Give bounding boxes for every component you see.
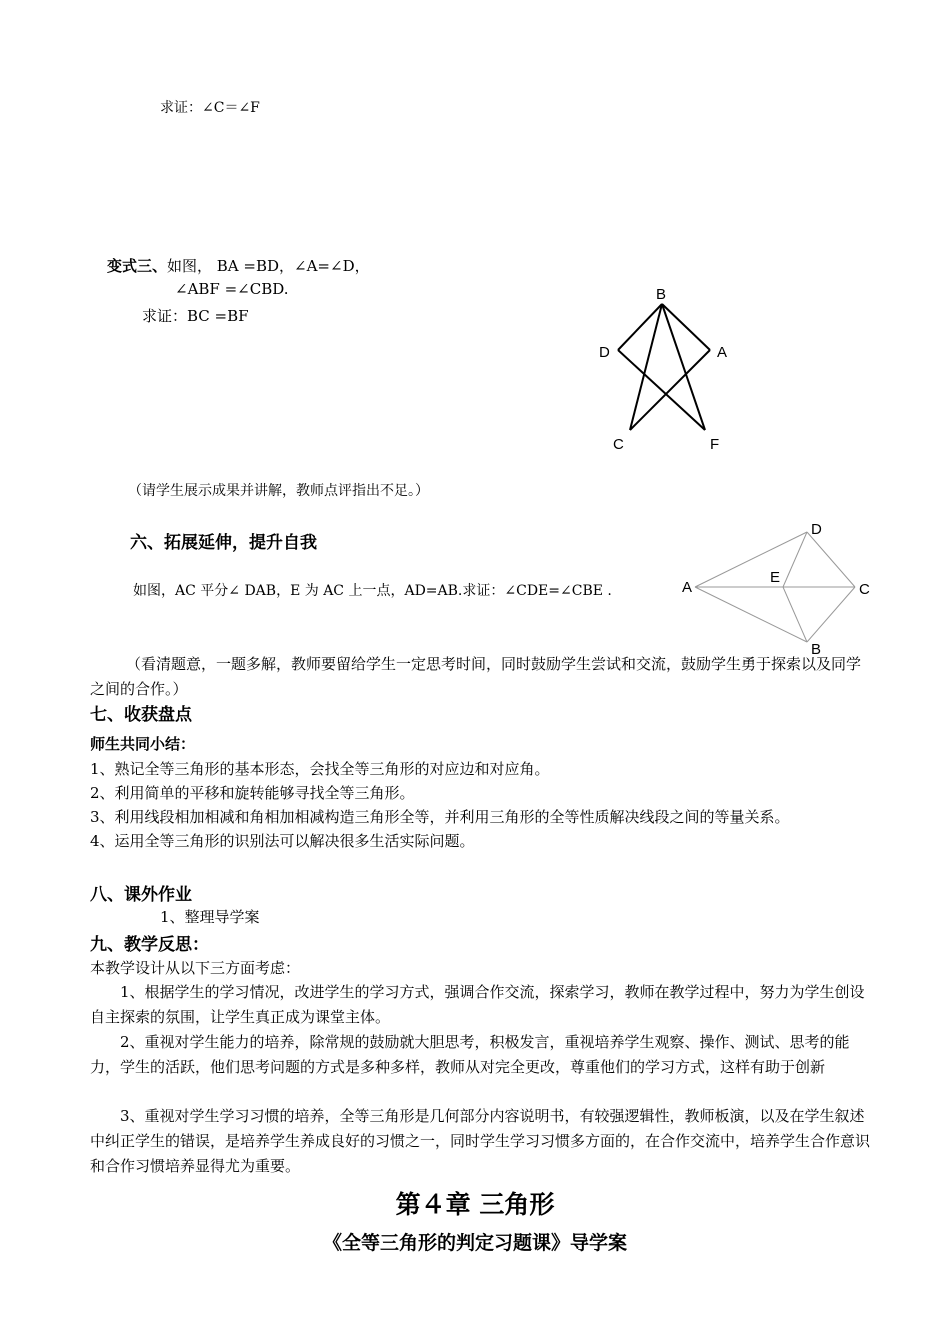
proof-statement: 求证：∠C＝∠F [160, 100, 260, 116]
reflection-paragraph-2: 2、重视对学生能力的培养，除常规的鼓励就大胆思考，积极发言，重视培养学生观察、操作、测试、思考的能力，学生的活跃，他们思考问题的方式是多种多样，教师从对完全更改，尊重他们的学习方式，这样有助于创新 [90, 1033, 850, 1076]
figure-variant3 [590, 282, 740, 457]
reflection-paragraph-1: 1、根据学生的学习情况，改进学生的学习方式，强调合作交流，探索学习，教师在教学过程中，努力为学生创设自主探索的氛围，让学生真正成为课堂主体。 [90, 983, 865, 1026]
segment-DC [807, 532, 855, 587]
summary-item-3: 3、利用线段相加相减和角相加相减构造三角形全等，并利用三角形的全等性质解决线段之间的等量关系。 [90, 808, 790, 826]
section6-problem: 如图，AC 平分∠ DAB，E 为 AC 上一点，AD=AB.求证：∠CDE=∠CBE . [133, 583, 612, 599]
reflection-intro: 本教学设计从以下三方面考虑： [90, 959, 301, 977]
label-C: C [613, 436, 624, 453]
segment-AD [695, 532, 807, 587]
summary-item-1: 1、熟记全等三角形的基本形态，会找全等三角形的对应边和对应角。 [90, 760, 550, 778]
summary-item-2: 2、利用简单的平移和旋转能够寻找全等三角形。 [90, 784, 415, 802]
reflection-paragraph-3: 3、重视对学生学习习惯的培养，全等三角形是几何部分内容说明书，有较强逻辑性，教师板演，以及在学生叙述中纠正学生的错误，是培养学生养成良好的习惯之一，同时学生学习习惯多方面的，在合作交流中，培养学生合作意识和合作习惯培养显得尤为重要。 [90, 1107, 871, 1175]
label-F: F [710, 436, 720, 453]
segment-BC [807, 587, 855, 642]
label-C: C [859, 581, 870, 598]
figure-variant3-lines [618, 304, 710, 430]
segment-ED [783, 532, 807, 587]
variant3-label: 变式三、 [107, 257, 168, 275]
label-A: A [717, 344, 728, 361]
summary-item-4: 4、运用全等三角形的识别法可以解决很多生活实际问题。 [90, 832, 475, 850]
chapter-title: 第４章 三角形 [395, 1190, 555, 1219]
section8-heading: 八、课外作业 [90, 885, 192, 905]
chapter-subtitle: 《全等三角形的判定习题课》导学案 [322, 1232, 627, 1254]
note-multiple-solutions: （看清题意，一题多解，教师要留给学生一定思考时间，同时鼓励学生尝试和交流，鼓励学生勇于探索以及同学之间的合作。） [90, 655, 862, 698]
label-D: D [599, 344, 610, 361]
label-B: B [811, 641, 822, 657]
homework-item: 1、整理导学案 [160, 908, 260, 926]
segment-EB [783, 587, 807, 642]
note-teacher-review: （请学生展示成果并讲解，教师点评指出不足。） [128, 483, 429, 499]
variant3-line1 [107, 255, 370, 276]
segment-BC [630, 304, 662, 430]
section7-heading: 七、收获盘点 [90, 705, 192, 725]
label-A: A [682, 579, 693, 596]
variant3-given: 如图， BA =BD，∠A=∠D， [167, 257, 370, 275]
figure-section6-lines [695, 532, 855, 642]
segment-AC [630, 350, 710, 430]
variant3-line3: 求证：BC =BF [142, 307, 249, 325]
segment-AB [695, 587, 807, 642]
label-D: D [811, 521, 822, 538]
summary-title: 师生共同小结： [90, 735, 196, 753]
variant3-line2: ∠ABF =∠CBD. [175, 280, 289, 298]
figure-section6 [670, 512, 880, 657]
label-B: B [656, 286, 667, 303]
section6-heading: 六、拓展延伸，提升自我 [130, 533, 317, 553]
section9-heading: 九、教学反思： [90, 935, 209, 955]
label-E: E [770, 569, 781, 586]
